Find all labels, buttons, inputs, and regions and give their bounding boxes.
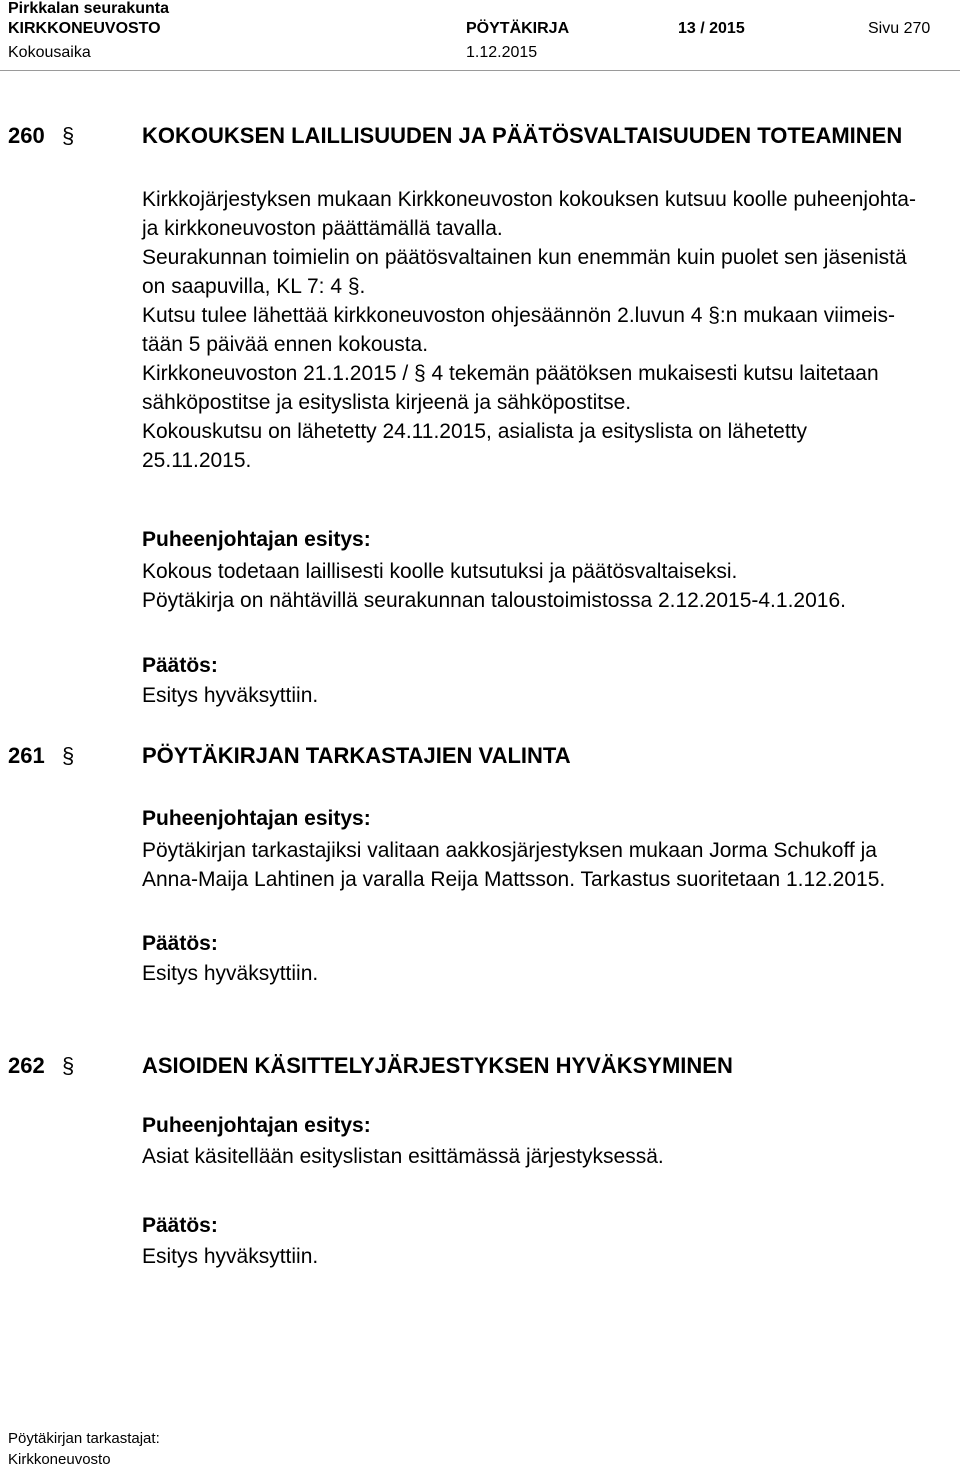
- section-number: 261: [8, 743, 45, 768]
- section-sign-icon: §: [62, 1053, 75, 1078]
- proposal-line: Anna-Maija Lahtinen ja varalla Reija Mattsson. Tarkastus suoritetaan 1.12.2015.: [142, 868, 886, 891]
- section-260-body: [142, 185, 916, 475]
- decision-label: Päätös:: [142, 654, 218, 677]
- section-number: 260: [8, 123, 45, 148]
- decision-text: Esitys hyväksyttiin.: [142, 962, 319, 985]
- footer-board-name: Kirkkoneuvosto: [8, 1451, 111, 1468]
- meeting-date-label: Kokousaika: [8, 44, 91, 61]
- proposal-label: Puheenjohtajan esitys:: [142, 528, 371, 551]
- body-line: sähköpostitse ja esityslista kirjeenä ja sähköpostitse.: [142, 391, 632, 414]
- body-line: Kokouskutsu on lähetetty 24.11.2015, asialista ja esityslista on lähetetty: [142, 420, 808, 443]
- organization-name: Pirkkalan seurakunta: [8, 0, 169, 17]
- page-number: Sivu 270: [868, 20, 931, 37]
- decision-text: Esitys hyväksyttiin.: [142, 1245, 319, 1268]
- decision-text: Esitys hyväksyttiin.: [142, 684, 319, 707]
- body-line: Seurakunnan toimielin on päätösvaltainen kun enemmän kuin puolet sen jäsenistä: [142, 246, 907, 269]
- proposal-text: [142, 557, 846, 615]
- proposal-line: Asiat käsitellään esityslistan esittämässä järjestyksessä.: [142, 1145, 664, 1168]
- proposal-label: Puheenjohtajan esitys:: [142, 1114, 371, 1137]
- section-title: KOKOUKSEN LAILLISUUDEN JA PÄÄTÖSVALTAISUUDEN TOTEAMINEN: [142, 123, 903, 148]
- section-sign-icon: §: [62, 743, 75, 768]
- section-title: ASIOIDEN KÄSITTELYJÄRJESTYKSEN HYVÄKSYMINEN: [142, 1053, 733, 1078]
- header-divider: [0, 70, 960, 71]
- body-line: Kirkkoneuvoston 21.1.2015 / § 4 tekemän päätöksen mukaisesti kutsu laitetaan: [142, 362, 879, 385]
- body-line: 25.11.2015.: [142, 449, 252, 472]
- proposal-line: Pöytäkirja on nähtävillä seurakunnan taloustoimistossa 2.12.2015-4.1.2016.: [142, 589, 846, 612]
- section-number: 262: [8, 1053, 45, 1078]
- body-line: on saapuvilla, KL 7: 4 §.: [142, 275, 366, 298]
- document-type: PÖYTÄKIRJA: [466, 20, 570, 37]
- meeting-date: 1.12.2015: [466, 44, 538, 61]
- section-title: PÖYTÄKIRJAN TARKASTAJIEN VALINTA: [142, 743, 571, 768]
- body-line: tään 5 päivää ennen kokousta.: [142, 333, 429, 356]
- proposal-line: Pöytäkirjan tarkastajiksi valitaan aakkosjärjestyksen mukaan Jorma Schukoff ja: [142, 839, 877, 862]
- proposal-label: Puheenjohtajan esitys:: [142, 807, 371, 830]
- footer-reviewers-label: Pöytäkirjan tarkastajat:: [8, 1430, 160, 1447]
- body-line: Kirkkojärjestyksen mukaan Kirkkoneuvoston kokouksen kutsuu koolle puheenjohta-: [142, 188, 916, 211]
- proposal-text: [142, 836, 885, 894]
- proposal-line: Kokous todetaan laillisesti koolle kutsutuksi ja päätösvaltaiseksi.: [142, 560, 738, 583]
- board-name: KIRKKONEUVOSTO: [8, 20, 161, 37]
- proposal-text: [142, 1142, 664, 1171]
- section-sign-icon: §: [62, 123, 75, 148]
- body-line: Kutsu tulee lähettää kirkkoneuvoston ohjesäännön 2.luvun 4 §:n mukaan viimeis-: [142, 304, 895, 327]
- meeting-number: 13 / 2015: [678, 20, 745, 37]
- decision-label: Päätös:: [142, 1214, 218, 1237]
- decision-label: Päätös:: [142, 932, 218, 955]
- body-line: ja kirkkoneuvoston päättämällä tavalla.: [142, 217, 503, 240]
